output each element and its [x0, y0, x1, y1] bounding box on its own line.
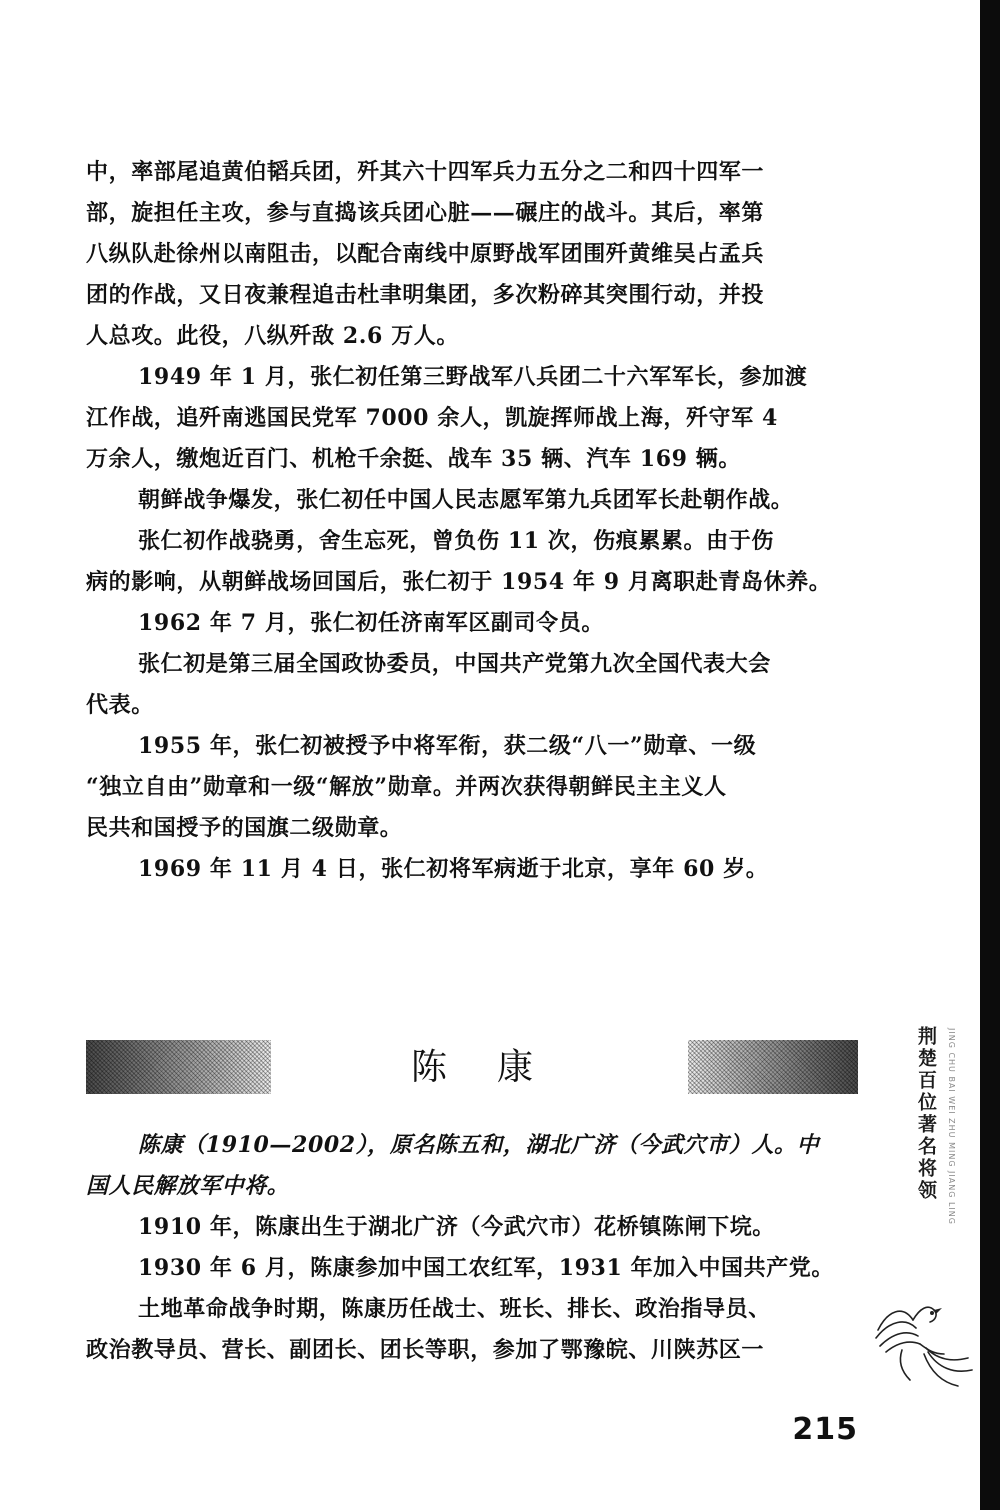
running-title-pinyin: JING CHU BAI WEI ZHU MING JIANG LING: [947, 1028, 956, 1225]
text-line: 朝鲜战争爆发，张仁初任中国人民志愿军第九兵团军长赴朝作战。: [138, 487, 794, 513]
section-heading: 陈 康: [410, 1046, 553, 1087]
text-line: 代表。: [86, 692, 154, 718]
text-line: 部，旋担任主攻，参与直捣该兵团心脏——碾庄的战斗。其后，率第: [86, 200, 765, 226]
page-edge-shadow: [980, 0, 1000, 1510]
article-zhang-renchu: [86, 152, 858, 890]
text-line: 1949 年 1 月，张仁初任第三野战军八兵团二十六军军长，参加渡: [138, 364, 808, 390]
text-line: 张仁初是第三届全国政协委员，中国共产党第九次全国代表大会: [138, 651, 771, 677]
text-line: 八纵队赴徐州以南阻击，以配合南线中原野战军团围歼黄维吴占孟兵: [86, 241, 765, 267]
running-title: 荆楚百位著名将领: [915, 1026, 937, 1202]
section-heading-band: [86, 1040, 858, 1096]
text-line: 1969 年 11 月 4 日，张仁初将军病逝于北京，享年 60 岁。: [138, 856, 769, 882]
text-line: 张仁初作战骁勇，舍生忘死，曾负伤 11 次，伤痕累累。由于伤: [138, 528, 774, 554]
text-line: 团的作战，又日夜兼程追击杜聿明集团，多次粉碎其突围行动，并投: [86, 282, 765, 308]
text-line: 国人民解放军中将。: [86, 1173, 290, 1199]
text-line: 江作战，追歼南逃国民党军 7000 余人，凯旋挥师战上海，歼守军 4: [86, 405, 778, 431]
text-line: 土地革命战争时期，陈康历任战士、班长、排长、政治指导员、: [138, 1296, 771, 1322]
text-line: “独立自由”勋章和一级“解放”勋章。并两次获得朝鲜民主主义人: [86, 774, 727, 800]
text-line: 人总攻。此役，八纵歼敌 2.6 万人。: [86, 323, 459, 349]
text-line: 1962 年 7 月，张仁初任济南军区副司令员。: [138, 610, 604, 636]
text-line: 民共和国授予的国旗二级勋章。: [86, 815, 403, 841]
text-line: 万余人，缴炮近百门、机枪千余挺、战车 35 辆、汽车 169 辆。: [86, 446, 741, 472]
text-line: 政治教导员、营长、副团长、团长等职，参加了鄂豫皖、川陕苏区一: [86, 1337, 765, 1363]
text-line: 1955 年，张仁初被授予中将军衔，获二级“八一”勋章、一级: [138, 733, 757, 759]
text-line: 中，率部尾追黄伯韬兵团，歼其六十四军兵力五分之二和四十四军一: [86, 159, 765, 185]
phoenix-icon: [868, 1290, 978, 1390]
text-line: 病的影响，从朝鲜战场回国后，张仁初于 1954 年 9 月离职赴青岛休养。: [86, 569, 832, 595]
article-chen-kang: [86, 1125, 858, 1371]
text-line: 1910 年，陈康出生于湖北广济（今武穴市）花桥镇陈闸下垸。: [138, 1214, 775, 1240]
text-line: 陈康（1910—2002），原名陈五和，湖北广济（今武穴市）人。中: [138, 1132, 820, 1158]
page-number: 215: [792, 1412, 858, 1447]
text-line: 1930 年 6 月，陈康参加中国工农红军，1931 年加入中国共产党。: [138, 1255, 835, 1281]
